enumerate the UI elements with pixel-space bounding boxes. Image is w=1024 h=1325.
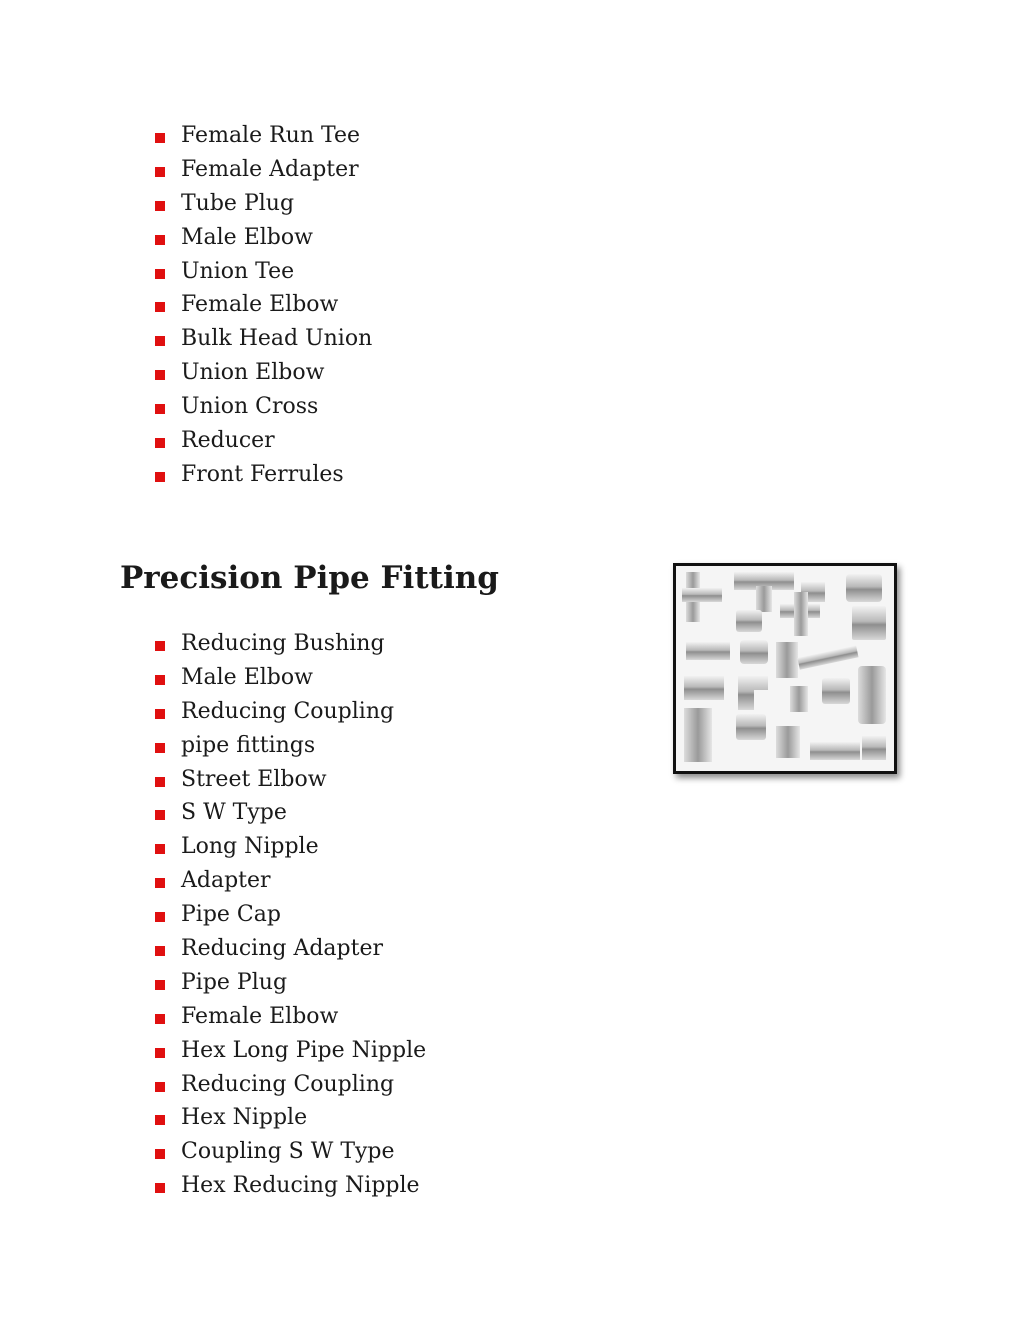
list-item — [155, 221, 372, 255]
list-item — [155, 187, 372, 221]
bullet-icon — [155, 1082, 165, 1092]
list-item — [155, 898, 426, 932]
bullet-icon — [155, 438, 165, 448]
list-item-label: Hex Long Pipe Nipple — [181, 1037, 427, 1063]
list-item — [155, 1169, 426, 1203]
list-item-label: Coupling S W Type — [181, 1139, 395, 1165]
list-item-label: Long Nipple — [181, 834, 319, 860]
list-item-label: Tube Plug — [181, 190, 295, 216]
list-item — [155, 322, 372, 356]
list-item-label: Adapter — [181, 868, 271, 894]
list-item-label: Reducing Adapter — [181, 935, 383, 961]
bullet-icon — [155, 810, 165, 820]
bullet-icon — [155, 133, 165, 143]
list-item — [155, 255, 372, 289]
bullet-icon — [155, 878, 165, 888]
list-item — [155, 356, 372, 390]
list-item — [155, 763, 426, 797]
bullet-icon — [155, 370, 165, 380]
fittings-list — [155, 119, 372, 492]
list-item-label: Female Elbow — [181, 1003, 339, 1029]
bullet-icon — [155, 980, 165, 990]
list-item-label: Union Tee — [181, 258, 295, 284]
bullet-icon — [155, 641, 165, 651]
list-item — [155, 864, 426, 898]
list-item-label: Pipe Plug — [181, 969, 288, 995]
list-item-label: S W Type — [181, 800, 287, 826]
bullet-icon — [155, 912, 165, 922]
list-item-label: Reducing Bushing — [181, 630, 385, 656]
list-item-label: Union Elbow — [181, 360, 325, 386]
list-item-label: Reducing Coupling — [181, 1071, 395, 1097]
list-item-label: Reducer — [181, 427, 275, 453]
list-item-label: pipe fittings — [181, 732, 316, 758]
bullet-icon — [155, 743, 165, 753]
list-item-label: Street Elbow — [181, 766, 327, 792]
list-item — [155, 1034, 426, 1068]
section-heading: Precision Pipe Fitting — [120, 560, 499, 596]
list-item-label: Hex Nipple — [181, 1105, 308, 1131]
list-item-label: Male Elbow — [181, 664, 313, 690]
bullet-icon — [155, 1183, 165, 1193]
bullet-icon — [155, 1115, 165, 1125]
list-item — [155, 458, 372, 492]
pipe-fittings-photo-icon — [676, 566, 894, 771]
bullet-icon — [155, 235, 165, 245]
list-item — [155, 1101, 426, 1135]
precision-pipe-fitting-list — [155, 627, 426, 1203]
bullet-icon — [155, 777, 165, 787]
list-item — [155, 966, 426, 1000]
list-item-label: Hex Reducing Nipple — [181, 1173, 420, 1199]
bullet-icon — [155, 709, 165, 719]
pipe-fittings-image — [673, 563, 897, 774]
bullet-icon — [155, 201, 165, 211]
bullet-icon — [155, 472, 165, 482]
list-item — [155, 627, 426, 661]
bullet-icon — [155, 1149, 165, 1159]
bullet-icon — [155, 167, 165, 177]
bullet-icon — [155, 1048, 165, 1058]
list-item-label: Female Elbow — [181, 292, 339, 318]
list-item — [155, 796, 426, 830]
bullet-icon — [155, 844, 165, 854]
list-item — [155, 119, 372, 153]
list-item-label: Male Elbow — [181, 224, 313, 250]
list-item — [155, 932, 426, 966]
list-item — [155, 390, 372, 424]
bullet-icon — [155, 946, 165, 956]
list-item — [155, 729, 426, 763]
list-item — [155, 1135, 426, 1169]
bullet-icon — [155, 1014, 165, 1024]
bullet-icon — [155, 269, 165, 279]
list-item — [155, 830, 426, 864]
list-item-label: Pipe Cap — [181, 902, 281, 928]
list-item-label: Female Run Tee — [181, 122, 361, 148]
list-item — [155, 1068, 426, 1102]
bullet-icon — [155, 302, 165, 312]
list-item-label: Reducing Coupling — [181, 698, 395, 724]
bullet-icon — [155, 336, 165, 346]
list-item-label: Union Cross — [181, 394, 319, 420]
list-item-label: Female Adapter — [181, 156, 359, 182]
list-item — [155, 661, 426, 695]
list-item — [155, 424, 372, 458]
list-item — [155, 695, 426, 729]
list-item-label: Bulk Head Union — [181, 326, 373, 352]
bullet-icon — [155, 675, 165, 685]
list-item — [155, 288, 372, 322]
list-item — [155, 153, 372, 187]
list-item-label: Front Ferrules — [181, 461, 344, 487]
bullet-icon — [155, 404, 165, 414]
list-item — [155, 1000, 426, 1034]
